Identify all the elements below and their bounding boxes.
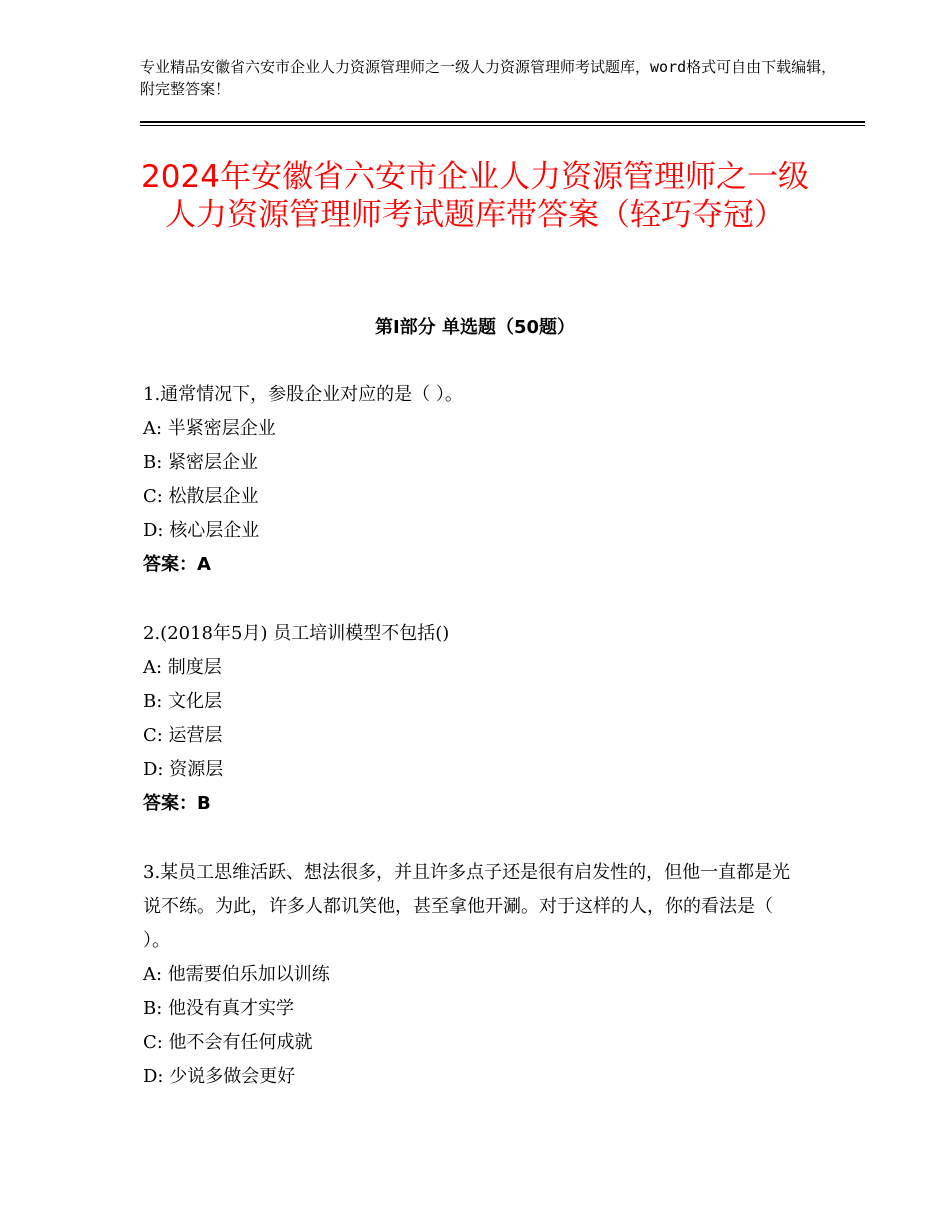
- option-b: B: 文化层: [143, 691, 223, 712]
- option-a: A: 半紧密层企业: [143, 418, 276, 439]
- option-b: B: 紧密层企业: [143, 452, 259, 473]
- question-2: [143, 617, 803, 821]
- option-b: B: 他没有真才实学: [143, 998, 295, 1019]
- answer-label: 答案：B: [143, 793, 211, 814]
- section-title: 第Ⅰ部分 单选题（50题）: [374, 317, 575, 338]
- option-c: C: 运营层: [143, 725, 223, 746]
- option-c: C: 松散层企业: [143, 486, 259, 507]
- option-d: D: 资源层: [143, 759, 224, 780]
- option-d: D: 核心层企业: [143, 520, 260, 541]
- option-a: A: 制度层: [143, 657, 222, 678]
- header-divider-thick: [140, 121, 865, 123]
- question-stem: 2.(2018年5月) 员工培训模型不包括(): [143, 623, 450, 644]
- option-d: D: 少说多做会更好: [143, 1066, 296, 1087]
- option-c: C: 他不会有任何成就: [143, 1032, 313, 1053]
- question-stem: 1.通常情况下，参股企业对应的是（ ）。: [143, 384, 463, 405]
- answer-label: 答案：A: [143, 554, 211, 575]
- header-note: 专业精品安徽省六安市企业人力资源管理师之一级人力资源管理师考试题库，word格式可自由下载编辑，附完整答案！: [140, 58, 837, 98]
- document-title: 2024年安徽省六安市企业人力资源管理师之一级人力资源管理师考试题库带答案（轻巧夺冠）: [141, 159, 809, 233]
- question-3: [143, 856, 803, 1094]
- header-divider-thin: [140, 125, 865, 126]
- question-stem: 3.某员工思维活跃、想法很多，并且许多点子还是很有启发性的，但他一直都是光说不练。为此，许多人都讥笑他，甚至拿他开涮。对于这样的人，你的看法是（ ）。: [143, 862, 791, 951]
- question-1: [143, 378, 803, 582]
- option-a: A: 他需要伯乐加以训练: [143, 964, 330, 985]
